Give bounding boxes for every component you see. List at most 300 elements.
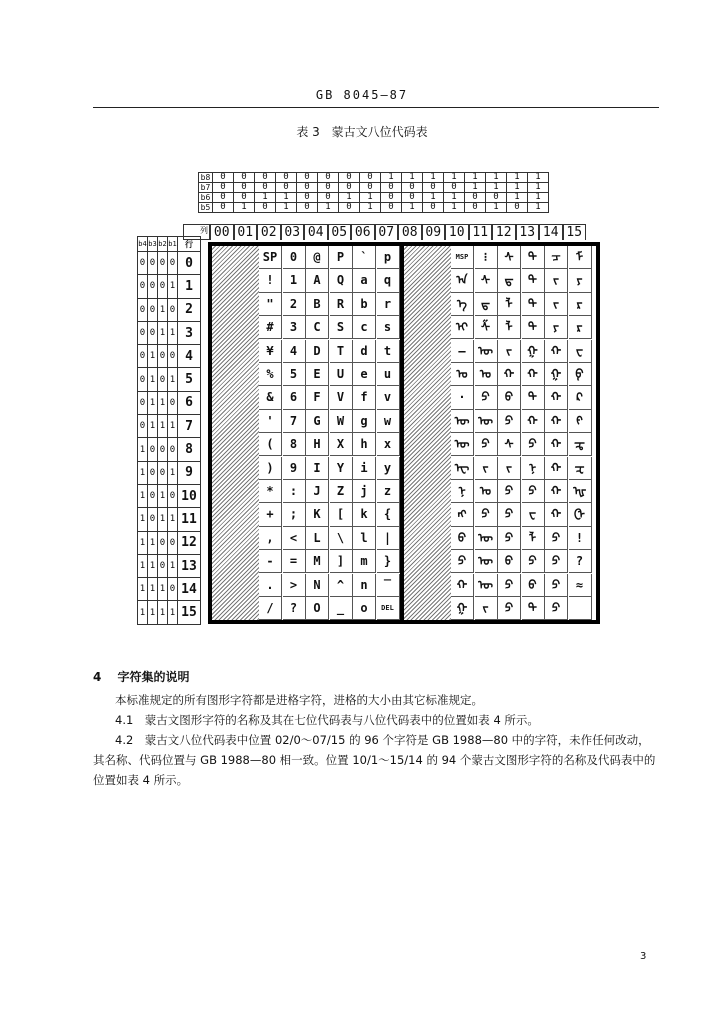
row-number: 13 (178, 554, 201, 577)
code-cell: ] (330, 550, 353, 573)
code-cell: O (306, 597, 329, 620)
code-cell: ᠱ (475, 316, 498, 339)
row-number: 7 (178, 415, 201, 438)
caption-label: 表 3 (296, 125, 320, 139)
column-bit: 1 (507, 173, 528, 183)
column-bit: 1 (402, 173, 423, 183)
column-number: 14 (539, 224, 563, 240)
row-number: 12 (178, 531, 201, 554)
code-cell: ᠬ (545, 457, 568, 480)
code-cell: ᠨ (451, 480, 474, 503)
row-bit: 0 (168, 438, 178, 461)
code-cell: Y (330, 457, 353, 480)
code-cell: u (377, 363, 400, 386)
column-bit: 0 (213, 203, 234, 213)
row-bit: 0 (138, 321, 148, 344)
code-cell: Z (330, 480, 353, 503)
row-bit: 1 (168, 601, 178, 624)
column-bit: 1 (360, 193, 381, 203)
code-cell: k (353, 503, 376, 526)
column-number: 11 (469, 224, 493, 240)
code-cell: j (353, 480, 376, 503)
code-cell: ≈ (569, 574, 592, 597)
caption-title: 蒙古文八位代码表 (331, 125, 428, 139)
row-bit: 0 (158, 461, 168, 484)
half-divider (400, 246, 404, 620)
code-cell: E (306, 363, 329, 386)
column-bit: 0 (339, 173, 360, 183)
row-bit: 0 (138, 345, 148, 368)
row-bit: 1 (168, 321, 178, 344)
code-cell: ( (259, 433, 282, 456)
code-cell: ᠼ (569, 433, 592, 456)
code-cell: C (306, 316, 329, 339)
row-bit: 1 (148, 391, 158, 414)
row-bit: 0 (158, 554, 168, 577)
column-bit: 0 (297, 183, 318, 193)
code-cell: ᠪ (522, 574, 545, 597)
code-cell: ᠴ (545, 246, 568, 269)
row-bit: 1 (148, 415, 158, 438)
row-number: 6 (178, 391, 201, 414)
code-cell: w (377, 410, 400, 433)
row-bit: 1 (168, 461, 178, 484)
column-bit: 1 (486, 183, 507, 193)
code-cell: ᠬ (545, 410, 568, 433)
code-cell: { (377, 503, 400, 526)
row-bit: 0 (148, 508, 158, 531)
row-number: 5 (178, 368, 201, 391)
code-cell: ᠩ (451, 503, 474, 526)
paragraph-4-2: 4.2 蒙古文八位代码表中位置 02/0～07/15 的 96 个字符是 GB 1988—80 中的字符，未作任何改动，其名称、代码位置与 GB 1988—80 相一致。位置 10/1～15/14 的 94 个蒙古文图形字符的名称及代码表中的位置如表 4 所示。 (93, 733, 656, 787)
code-cell: ! (259, 269, 282, 292)
code-cell: ᠫ (498, 574, 521, 597)
code-cell: M (306, 550, 329, 573)
column-bit: 1 (528, 203, 549, 213)
row-bit: 1 (158, 484, 168, 507)
row-bit: 0 (138, 368, 148, 391)
code-cell: ᠹ (569, 363, 592, 386)
code-cell: g (353, 410, 376, 433)
code-cell: ᠨ (522, 457, 545, 480)
unused-region-hatch (404, 246, 451, 620)
code-cell: m (353, 550, 376, 573)
row-bit: 0 (158, 275, 168, 298)
row-bit: 1 (148, 578, 158, 601)
column-bit: 0 (213, 183, 234, 193)
code-cell: s (377, 316, 400, 339)
code-table-grid (208, 242, 600, 624)
row-number: 10 (178, 484, 201, 507)
code-cell: ᠣ (475, 480, 498, 503)
code-cell: ᠯ (522, 527, 545, 550)
code-cell: [ (330, 503, 353, 526)
column-bit: 1 (528, 173, 549, 183)
row-bit: 1 (148, 368, 158, 391)
row-bit: 0 (148, 438, 158, 461)
code-cell: x (377, 433, 400, 456)
column-bit: 0 (234, 173, 255, 183)
column-bit: 1 (255, 193, 276, 203)
code-cell: ᠶ (545, 316, 568, 339)
code-cell: r (377, 293, 400, 316)
row-bit: 1 (148, 531, 158, 554)
row-bit: 1 (168, 508, 178, 531)
column-bit: 0 (360, 183, 381, 193)
row-bit: 1 (158, 321, 168, 344)
column-bit-table (198, 172, 549, 213)
column-bit: 0 (507, 203, 528, 213)
code-cell: ᠮ (569, 246, 592, 269)
code-cell: ᠫ (522, 550, 545, 573)
code-cell: / (259, 597, 282, 620)
code-cell: ᠻ (569, 410, 592, 433)
column-bit: 0 (381, 193, 402, 203)
column-bit: 0 (297, 193, 318, 203)
code-cell: ᠫ (522, 433, 545, 456)
code-cell: ᠬ (522, 363, 545, 386)
column-number: 08 (398, 224, 422, 240)
code-cell: ᠫ (498, 480, 521, 503)
code-cell: - (259, 550, 282, 573)
row-bit: 1 (138, 461, 148, 484)
code-cell: ? (283, 597, 306, 620)
column-bit: 0 (318, 173, 339, 183)
column-bit: 1 (507, 183, 528, 193)
code-cell: ᠰ (498, 433, 521, 456)
column-bit: 0 (423, 203, 444, 213)
code-cell: e (353, 363, 376, 386)
code-cell: ᠲ (522, 293, 545, 316)
column-number: 10 (445, 224, 469, 240)
row-bit: 1 (138, 601, 148, 624)
code-cell: p (377, 246, 400, 269)
code-cell: ᠫ (451, 550, 474, 573)
code-cell: > (283, 574, 306, 597)
column-bit: 1 (339, 193, 360, 203)
code-cell: ᠵ (498, 457, 521, 480)
code-cell: F (306, 386, 329, 409)
row-number: 2 (178, 298, 201, 321)
code-cell: ᠿ (569, 503, 592, 526)
code-cell: ) (259, 457, 282, 480)
code-cell: ᠠ (451, 269, 474, 292)
code-cell: ᠲ (522, 269, 545, 292)
row-bit: 1 (138, 578, 148, 601)
row-bit: 0 (158, 252, 168, 275)
row-bit: 0 (168, 252, 178, 275)
code-cell: 7 (283, 410, 306, 433)
column-bit: 1 (318, 203, 339, 213)
code-cell: SP (259, 246, 282, 269)
row-bit: 0 (148, 252, 158, 275)
code-cell: l (353, 527, 376, 550)
column-bit: 1 (444, 173, 465, 183)
code-cell: ᠳ (475, 293, 498, 316)
code-cell: ᠯ (498, 293, 521, 316)
row-number: 0 (178, 252, 201, 275)
column-bit: 0 (381, 203, 402, 213)
code-cell: ᠥ (475, 527, 498, 550)
unused-region-hatch (212, 246, 259, 620)
code-cell: ᠰ (498, 246, 521, 269)
code-cell: ᠷ (569, 316, 592, 339)
code-cell: = (283, 550, 306, 573)
row-bit: 0 (138, 298, 148, 321)
column-bit: 1 (465, 173, 486, 183)
code-cell: ᠲ (522, 316, 545, 339)
column-bit: 1 (444, 193, 465, 203)
code-cell: \ (330, 527, 353, 550)
row-bit: 1 (138, 484, 148, 507)
column-bit: 0 (360, 173, 381, 183)
code-cell: H (306, 433, 329, 456)
code-cell: J (306, 480, 329, 503)
code-cell: ᠵ (545, 293, 568, 316)
column-number: 02 (257, 224, 281, 240)
code-cell: ᠵ (475, 597, 498, 620)
code-cell: ᠥ (451, 410, 474, 433)
code-cell: W (330, 410, 353, 433)
column-bit: 1 (486, 203, 507, 213)
code-cell: ᠥ (475, 340, 498, 363)
code-cell: ᠵ (498, 340, 521, 363)
row-number: 8 (178, 438, 201, 461)
code-cell: ᠤ (451, 363, 474, 386)
row-bit: 0 (168, 298, 178, 321)
code-cell: ᠾ (569, 480, 592, 503)
code-cell: ᠬ (522, 410, 545, 433)
code-cell: ᠰ (475, 269, 498, 292)
code-cell: ᠪ (498, 386, 521, 409)
column-number: 15 (563, 224, 587, 240)
code-cell: ; (283, 503, 306, 526)
column-bit: 0 (423, 183, 444, 193)
code-cell: G (306, 410, 329, 433)
code-cell: z (377, 480, 400, 503)
column-bit: 1 (528, 193, 549, 203)
code-cell: _ (330, 597, 353, 620)
row-bit: 0 (168, 531, 178, 554)
code-cell: R (330, 293, 353, 316)
column-bit: 1 (444, 203, 465, 213)
row-number: 1 (178, 275, 201, 298)
column-bit: 0 (255, 183, 276, 193)
code-cell: ᠥ (475, 550, 498, 573)
code-cell: ᠬ (498, 363, 521, 386)
code-cell: : (283, 480, 306, 503)
code-cell: ᠬ (451, 574, 474, 597)
column-bit: 1 (528, 183, 549, 193)
row-bit: 0 (148, 298, 158, 321)
row-bit: 1 (138, 531, 148, 554)
row-bit: 1 (158, 578, 168, 601)
code-cell: ᠲ (522, 386, 545, 409)
code-cell: 5 (283, 363, 306, 386)
row-bit: 1 (168, 368, 178, 391)
row-bit: 0 (158, 438, 168, 461)
bit-label: b7 (199, 183, 213, 193)
bit-label: b8 (199, 173, 213, 183)
column-bit: 0 (318, 193, 339, 203)
page-number: 3 (640, 951, 647, 962)
row-bit: 0 (148, 321, 158, 344)
column-bit: 0 (255, 173, 276, 183)
row-bit: 0 (168, 578, 178, 601)
code-cell: ᠫ (545, 597, 568, 620)
code-cell: ? (569, 550, 592, 573)
column-bit: 0 (234, 183, 255, 193)
code-cell: n (353, 574, 376, 597)
column-bit: 1 (234, 203, 255, 213)
code-cell: P (330, 246, 353, 269)
code-cell: B (306, 293, 329, 316)
row-bit-table (137, 236, 201, 625)
column-bit: 0 (465, 203, 486, 213)
code-cell: DEL (377, 597, 400, 620)
bit-label: b4 (138, 237, 148, 252)
column-number: 01 (234, 224, 258, 240)
code-cell: ᠭ (522, 340, 545, 363)
code-cell: ᠫ (498, 410, 521, 433)
row-bit: 1 (138, 508, 148, 531)
code-cell: . (259, 574, 282, 597)
code-cell: a (353, 269, 376, 292)
column-bit: 0 (339, 183, 360, 193)
code-cell: ` (353, 246, 376, 269)
code-cell: ᠬ (545, 340, 568, 363)
code-cell: b (353, 293, 376, 316)
code-cell: S (330, 316, 353, 339)
code-cell: X (330, 433, 353, 456)
row-bit: 0 (158, 345, 168, 368)
code-cell: ᠫ (522, 480, 545, 503)
row-bit: 1 (158, 601, 168, 624)
section-title: 字符集的说明 (117, 670, 190, 684)
code-cell: ᠭ (451, 597, 474, 620)
code-cell: Q (330, 269, 353, 292)
row-bit: 1 (158, 415, 168, 438)
code-cell: d (353, 340, 376, 363)
code-cell: ‾ (377, 574, 400, 597)
code-cell: ᠢ (451, 316, 474, 339)
column-bit: 1 (507, 193, 528, 203)
code-cell: ᠪ (451, 527, 474, 550)
column-bit: 0 (255, 203, 276, 213)
code-cell: i (353, 457, 376, 480)
code-cell: 9 (283, 457, 306, 480)
row-number: 3 (178, 321, 201, 344)
code-cell: N (306, 574, 329, 597)
row-bit: 0 (168, 484, 178, 507)
column-number: 06 (351, 224, 375, 240)
row-bit: 0 (168, 391, 178, 414)
code-cell: } (377, 550, 400, 573)
column-bit: 0 (276, 183, 297, 193)
code-cell: ᠲ (522, 246, 545, 269)
row-bit: 1 (148, 601, 158, 624)
code-cell: q (377, 269, 400, 292)
row-bit: 0 (158, 531, 168, 554)
code-cell: ᠬ (545, 386, 568, 409)
column-bit: 0 (486, 193, 507, 203)
code-cell: | (377, 527, 400, 550)
row-bit: 0 (138, 391, 148, 414)
code-cell (569, 597, 592, 620)
code-cell: ᠭ (545, 363, 568, 386)
row-number: 11 (178, 508, 201, 531)
code-cell: ᠥ (475, 574, 498, 597)
code-cell: — (451, 340, 474, 363)
row-bit: 1 (148, 345, 158, 368)
code-cell: ᠬ (545, 480, 568, 503)
column-bit: 0 (234, 193, 255, 203)
code-cell: ⁝ (475, 246, 498, 269)
bit-label: b2 (158, 237, 168, 252)
code-cell: * (259, 480, 282, 503)
code-cell: L (306, 527, 329, 550)
standard-code-header: GB 8045—87 (315, 88, 409, 102)
code-cell: ᠪ (498, 550, 521, 573)
row-bit: 0 (158, 368, 168, 391)
table-caption (0, 123, 724, 140)
row-bit: 0 (148, 461, 158, 484)
code-cell: c (353, 316, 376, 339)
row-bit: 1 (138, 554, 148, 577)
row-bit: 1 (158, 508, 168, 531)
row-bit: 0 (138, 415, 148, 438)
code-cell: t (377, 340, 400, 363)
code-cell: 8 (283, 433, 306, 456)
code-cell: ᠧ (451, 457, 474, 480)
row-number: 4 (178, 345, 201, 368)
column-word: 列 (200, 226, 208, 235)
code-cell: ᠫ (498, 597, 521, 620)
code-cell: @ (306, 246, 329, 269)
row-bit: 0 (148, 275, 158, 298)
column-bit: 0 (213, 173, 234, 183)
row-number: 14 (178, 578, 201, 601)
row-bit: 1 (158, 298, 168, 321)
code-cell: ᠯ (498, 316, 521, 339)
code-cell: ! (569, 527, 592, 550)
row-bit: 1 (168, 415, 178, 438)
code-cell: ᠫ (545, 527, 568, 550)
row-bit: 0 (138, 275, 148, 298)
code-cell: I (306, 457, 329, 480)
row-bit: 0 (168, 345, 178, 368)
code-cell: ᠫ (498, 503, 521, 526)
column-bit: 0 (276, 173, 297, 183)
code-cell: % (259, 363, 282, 386)
code-cell: , (259, 527, 282, 550)
code-cell: ᠲ (522, 597, 545, 620)
column-number: 07 (375, 224, 399, 240)
code-cell: ᠫ (475, 503, 498, 526)
column-bit: 1 (465, 183, 486, 193)
code-cell: + (259, 503, 282, 526)
column-number-header (210, 224, 586, 240)
code-cell: 4 (283, 340, 306, 363)
bit-label: b5 (199, 203, 213, 213)
column-bit: 0 (444, 183, 465, 193)
column-number: 00 (210, 224, 234, 240)
column-bit: 1 (276, 203, 297, 213)
code-cell: 0 (283, 246, 306, 269)
row-bit: 1 (168, 554, 178, 577)
paragraph-4-1: 4.1 蒙古文图形字符的名称及其在七位代码表与八位代码表中的位置如表 4 所示。 (115, 713, 539, 727)
code-cell: ᠳ (498, 269, 521, 292)
